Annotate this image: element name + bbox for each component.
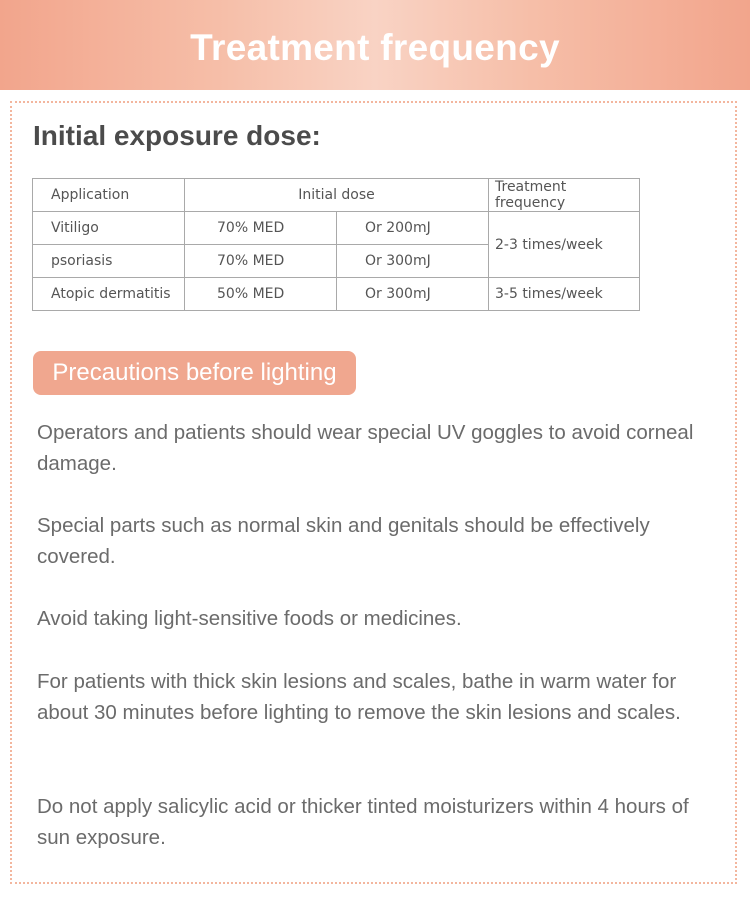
precaution-item: For patients with thick skin lesions and scales, bathe in warm water for about 30 minutes before lighting to remove the skin lesions and scales. xyxy=(37,670,681,724)
dose-mj-cell: Or 300mJ xyxy=(337,245,489,278)
header-initial-dose: Initial dose xyxy=(185,179,489,212)
section-title: Initial exposure dose: xyxy=(33,120,321,151)
precautions-label: Precautions before lighting xyxy=(33,351,356,395)
dose-table xyxy=(32,178,640,311)
dose-mj-cell: Or 200mJ xyxy=(337,212,489,245)
precaution-item: Operators and patients should wear special UV goggles to avoid corneal damage. xyxy=(37,421,694,475)
frequency-cell: 3-5 times/week xyxy=(489,278,640,311)
application-cell: psoriasis xyxy=(33,245,185,278)
header-application: Application xyxy=(33,179,185,212)
application-cell: Atopic dermatitis xyxy=(33,278,185,311)
table-header-row xyxy=(33,179,640,212)
header-treatment-frequency: Treatment frequency xyxy=(489,179,640,212)
frequency-cell: 2-3 times/week xyxy=(489,212,640,278)
application-cell: Vitiligo xyxy=(33,212,185,245)
table-row xyxy=(33,278,640,311)
table-row xyxy=(33,212,640,245)
page-title: Treatment frequency xyxy=(190,27,560,68)
dose-percent-cell: 70% MED xyxy=(185,212,337,245)
dose-mj-cell: Or 300mJ xyxy=(337,278,489,311)
precaution-item: Do not apply salicylic acid or thicker tinted moisturizers within 4 hours of sun exposure. xyxy=(37,795,689,849)
precaution-item: Special parts such as normal skin and genitals should be effectively covered. xyxy=(37,514,650,568)
dose-percent-cell: 50% MED xyxy=(185,278,337,311)
dose-percent-cell: 70% MED xyxy=(185,245,337,278)
precaution-item: Avoid taking light-sensitive foods or medicines. xyxy=(37,607,462,630)
